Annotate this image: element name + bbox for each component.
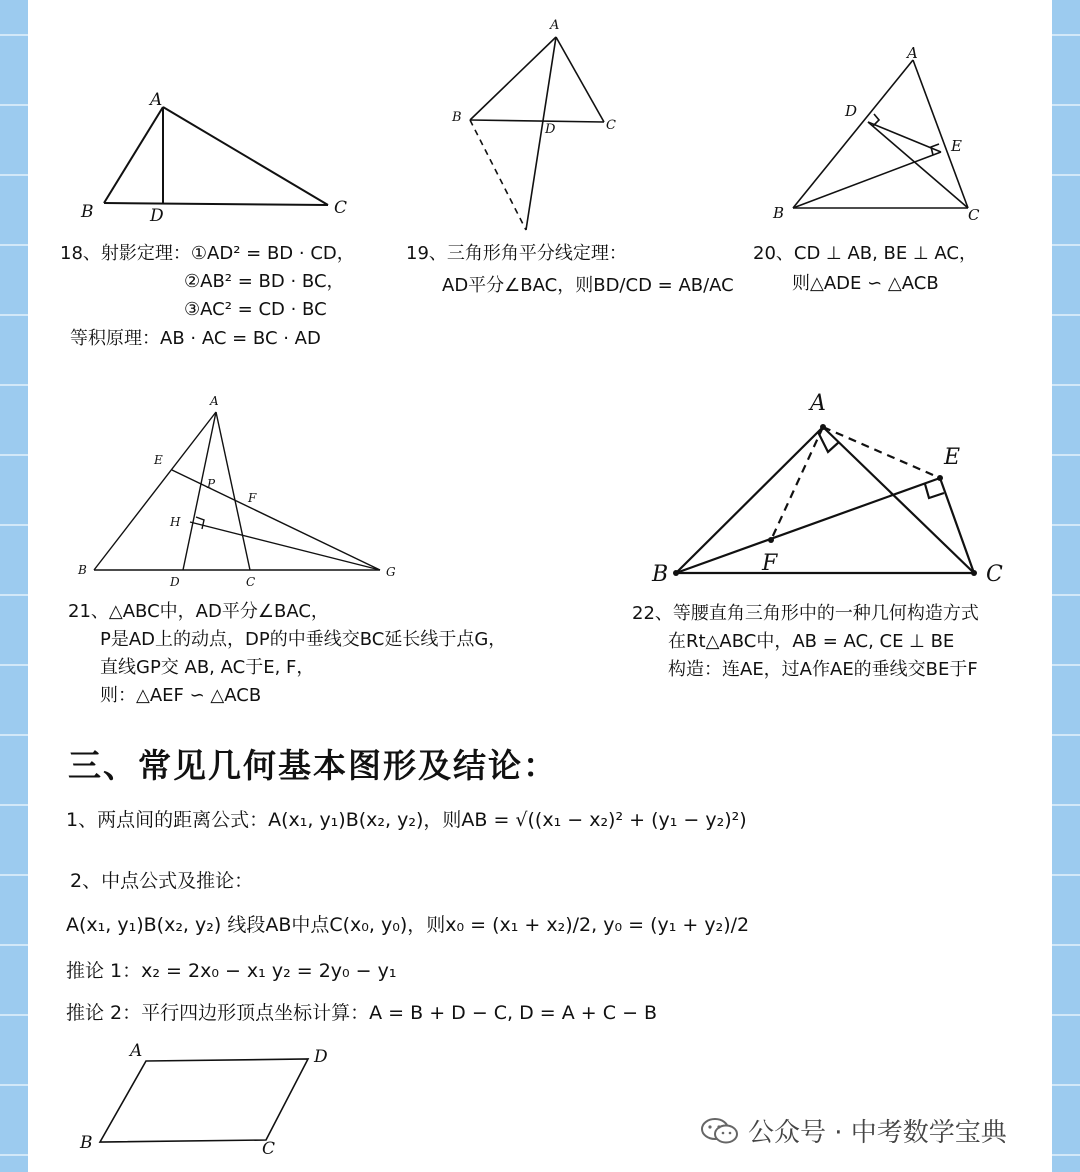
- fig21-caption-2: P是AD上的动点，DP的中垂线交BC延长线于点G，: [100, 629, 507, 650]
- fig18-caption-1: 18、射影定理：①AD² = BD · CD，: [60, 243, 355, 264]
- corollary-2: 推论 2：平行四边形顶点坐标计算：A = B + D − C, D = A + C − B: [66, 1002, 658, 1024]
- fig18-caption-3: ③AC² = CD · BC: [184, 299, 327, 320]
- fig18-label-c: C: [334, 198, 348, 218]
- figure-18: [78, 85, 368, 225]
- fig20-label-a: A: [907, 44, 918, 62]
- figure-19: [448, 15, 648, 235]
- fig20-label-d: D: [845, 102, 858, 120]
- corollary-1: 推论 1：x₂ = 2x₀ − x₁ y₂ = 2y₀ − y₁: [66, 960, 397, 982]
- fig22-label-b: B: [652, 562, 669, 587]
- fig19-label-c: C: [606, 118, 616, 133]
- fig20-label-b: B: [773, 204, 785, 222]
- fig21-label-g: G: [386, 565, 396, 579]
- right-border: [1052, 0, 1080, 1172]
- fig22-caption-2: 在Rt△ABC中，AB = AC, CE ⊥ BE: [668, 631, 955, 652]
- fig22-label-c: C: [986, 562, 1003, 587]
- watermark-text: 公众号 · 中考数学宝典: [748, 1118, 1007, 1148]
- fig20-caption-1: 20、CD ⊥ AB, BE ⊥ AC，: [753, 243, 977, 264]
- figure-22: [638, 380, 1038, 590]
- para-label-d: D: [314, 1047, 328, 1067]
- fig21-label-b: B: [78, 563, 87, 577]
- left-border: [0, 0, 28, 1172]
- fig19-label-a: A: [550, 18, 560, 33]
- fig21-label-f: F: [248, 491, 257, 505]
- parallelogram-figure: [78, 1040, 358, 1165]
- formula-midpoint-heading: 2、中点公式及推论：: [70, 870, 254, 892]
- para-label-a: A: [130, 1041, 143, 1061]
- fig18-label-d: D: [150, 206, 164, 226]
- wechat-icon: [700, 1116, 740, 1146]
- fig21-label-a: A: [210, 394, 219, 408]
- figure-20: [763, 40, 1003, 230]
- fig21-label-p: P: [207, 477, 216, 491]
- fig22-label-a: A: [810, 391, 826, 416]
- fig21-caption-4: 则：△AEF ∽ △ACB: [100, 685, 262, 706]
- watermark: [700, 1112, 1007, 1149]
- fig18-label-b: B: [81, 202, 94, 222]
- fig20-caption-2: 则△ADE ∽ △ACB: [792, 273, 939, 294]
- document-page: [28, 0, 1052, 1172]
- fig20-label-e: E: [951, 137, 962, 155]
- fig18-caption-4: 等积原理：AB · AC = BC · AD: [70, 328, 321, 349]
- fig19-caption-1: 19、三角形角平分线定理：: [406, 243, 627, 264]
- fig22-caption-1: 22、等腰直角三角形中的一种几何构造方式: [632, 603, 979, 624]
- fig18-caption-2: ②AB² = BD · BC，: [184, 271, 345, 292]
- fig19-caption-2: AD平分∠BAC，则BD/CD = AB/AC: [442, 275, 734, 296]
- fig21-label-e: E: [154, 453, 163, 467]
- fig18-label-a: A: [150, 90, 163, 110]
- fig21-label-d: D: [170, 575, 180, 589]
- formula-midpoint: A(x₁, y₁)B(x₂, y₂) 线段AB中点C(x₀, y₀)，则x₀ = (x₁ + x₂)/2, y₀ = (y₁ + y₂)/2: [66, 914, 750, 936]
- fig21-caption-3: 直线GP交 AB, AC于E, F，: [100, 657, 315, 678]
- para-label-b: B: [80, 1133, 93, 1153]
- fig22-label-f: F: [762, 551, 778, 576]
- fig19-label-b: B: [452, 110, 462, 125]
- fig21-label-c: C: [246, 575, 256, 589]
- fig21-label-h: H: [170, 515, 181, 529]
- fig19-label-d: D: [545, 122, 556, 137]
- section-title: 三、常见几何基本图形及结论：: [68, 746, 558, 785]
- para-label-c: C: [262, 1139, 276, 1159]
- fig21-caption-1: 21、△ABC中，AD平分∠BAC，: [68, 601, 329, 622]
- formula-distance: 1、两点间的距离公式：A(x₁, y₁)B(x₂, y₂)，则AB = √((x₁ − x₂)² + (y₁ − y₂)²): [66, 809, 747, 831]
- fig22-label-e: E: [944, 445, 961, 470]
- figure-21: [68, 390, 408, 590]
- fig22-caption-3: 构造：连AE，过A作AE的垂线交BE于F: [668, 659, 978, 680]
- fig20-label-c: C: [968, 206, 980, 224]
